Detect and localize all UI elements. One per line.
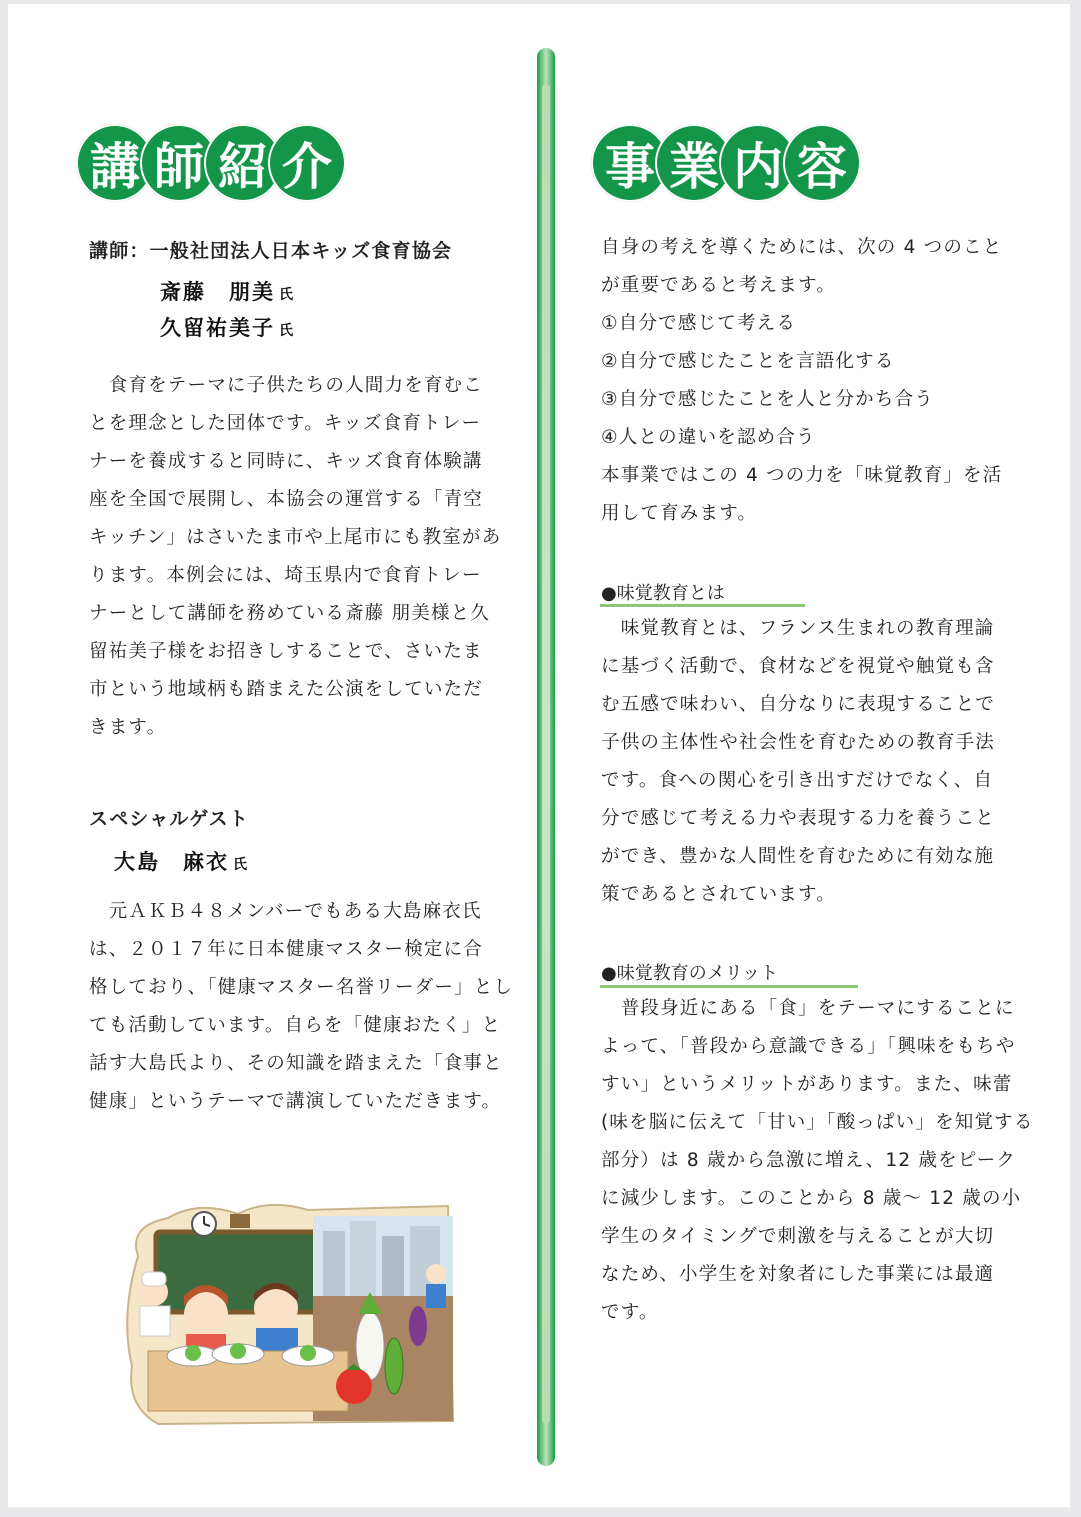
lecturer-name-1 (160, 276, 295, 306)
merits-body (601, 990, 1041, 1332)
text-line: ②自分で感じたことを言語化する (601, 351, 895, 372)
text-line: 普段身近にある「食」をテーマにすることに (601, 998, 1015, 1019)
text-line: 格しており、「健康マスター名誉リーダー」とし (89, 977, 514, 998)
heading-char: 業 (655, 124, 733, 202)
text-line: 子供の主体性や社会性を育むための教育手法 (601, 732, 996, 753)
heading-char: 講 (76, 124, 154, 202)
guest-name-text: 大島 麻衣 (114, 850, 229, 874)
section-underline (600, 985, 858, 988)
project-intro (601, 229, 1041, 533)
text-line: ③自分で感じたことを人と分かち合う (601, 389, 934, 410)
text-line: は、２０１７年に日本健康マスター検定に合 (89, 939, 484, 960)
text-line: です。食への関心を引き出すだけでなく、自 (601, 770, 994, 791)
lecturer-intro (89, 367, 519, 747)
text-line: 自身の考えを導くためには、次の 4 つのこと (601, 237, 1003, 258)
heading-char: 事 (591, 124, 669, 202)
text-line: (味を脳に伝えて「甘い」「酸っぱい」を知覚する (601, 1112, 1034, 1133)
text-line: ても活動しています。自らを「健康おたく」と (89, 1015, 502, 1036)
lecturer-name-text: 斎藤 朋美 (160, 280, 275, 304)
taste-education-body (601, 610, 1041, 914)
text-line: に減少します。このことから 8 歳～ 12 歳の小 (601, 1188, 1022, 1209)
text-line: が重要であると考えます。 (601, 275, 836, 296)
text-line: 留祐美子様をお招きしすることで、さいたま (89, 641, 483, 662)
text-line: キッチン」はさいたま市や上尾市にも教室があ (89, 527, 502, 548)
text-line: 話す大島氏より、その知識を踏まえた「食事と (89, 1053, 503, 1074)
honorific: 氏 (233, 857, 249, 873)
text-line: 分で感じて考える力や表現する力を養うこと (601, 808, 996, 829)
text-line: 元ＡＫＢ４８メンバーでもある大島麻衣氏 (89, 901, 482, 922)
text-line: とを理念とした団体です。キッズ食育トレー (89, 413, 482, 434)
honorific: 氏 (279, 287, 295, 303)
text-line: ④人との違いを認め合う (601, 427, 816, 448)
text-line: 用して育みます。 (601, 503, 758, 524)
heading-char: 師 (140, 124, 218, 202)
text-line: 策であるとされています。 (601, 884, 836, 905)
lecturer-heading (76, 124, 332, 202)
guest-label: スペシャルゲスト (89, 808, 250, 830)
school-lunch-illustration (118, 1196, 458, 1428)
lecturer-name-text: 久留祐美子 (160, 316, 275, 340)
text-line: ①自分で感じて考える (601, 313, 797, 334)
section-underline (600, 604, 805, 607)
section-title-taste-education: ●味覚教育とは (601, 583, 725, 604)
text-line: 食育をテーマに子供たちの人間力を育むこ (89, 375, 484, 396)
heading-char: 介 (268, 124, 346, 202)
text-line: です。 (601, 1302, 659, 1323)
project-heading (591, 124, 847, 202)
text-line: 本事業ではこの 4 つの力を「味覚教育」を活 (601, 465, 1003, 486)
text-line: 部分）は 8 歳から急激に増え、12 歳をピーク (601, 1150, 1017, 1171)
text-line: すい」というメリットがあります。また、味蕾 (601, 1074, 1013, 1095)
text-line: 味覚教育とは、フランス生まれの教育理論 (601, 618, 995, 639)
text-line: ります。本例会には、埼玉県内で食育トレー (89, 565, 482, 586)
guest-name (114, 846, 249, 876)
guest-intro (89, 893, 519, 1121)
text-line: 座を全国で展開し、本協会の運営する「青空 (89, 489, 484, 510)
heading-char: 紹 (204, 124, 282, 202)
text-line: ができ、豊かな人間性を育むために有効な施 (601, 846, 995, 867)
lecturer-name-2 (160, 312, 295, 342)
heading-char: 容 (783, 124, 861, 202)
text-line: なため、小学生を対象者にした事業には最適 (601, 1264, 995, 1285)
section-title-merits: ●味覚教育のメリット (601, 963, 778, 984)
text-line: 市という地域柄も踏まえた公演をしていただ (89, 679, 484, 700)
lecturer-org: 講師：一般社団法人日本キッズ食育協会 (89, 240, 453, 262)
text-line: よって、「普段から意識できる」「興味をもちや (601, 1036, 1016, 1057)
text-line: ナーを養成すると同時に、キッズ食育体験講 (89, 451, 483, 472)
honorific: 氏 (279, 323, 295, 339)
text-line: きます。 (89, 717, 167, 738)
text-line: 学生のタイミングで刺激を与えることが大切 (601, 1226, 995, 1247)
text-line: む五感で味わい、自分なりに表現することで (601, 694, 996, 715)
text-line: に基づく活動で、食材などを視覚や触覚も含 (601, 656, 995, 677)
text-line: ナーとして講師を務めている斎藤 朋美様と久 (89, 603, 491, 624)
heading-char: 内 (719, 124, 797, 202)
text-line: 健康」というテーマで講演していただきます。 (89, 1091, 502, 1112)
divider-highlight (542, 84, 550, 1424)
